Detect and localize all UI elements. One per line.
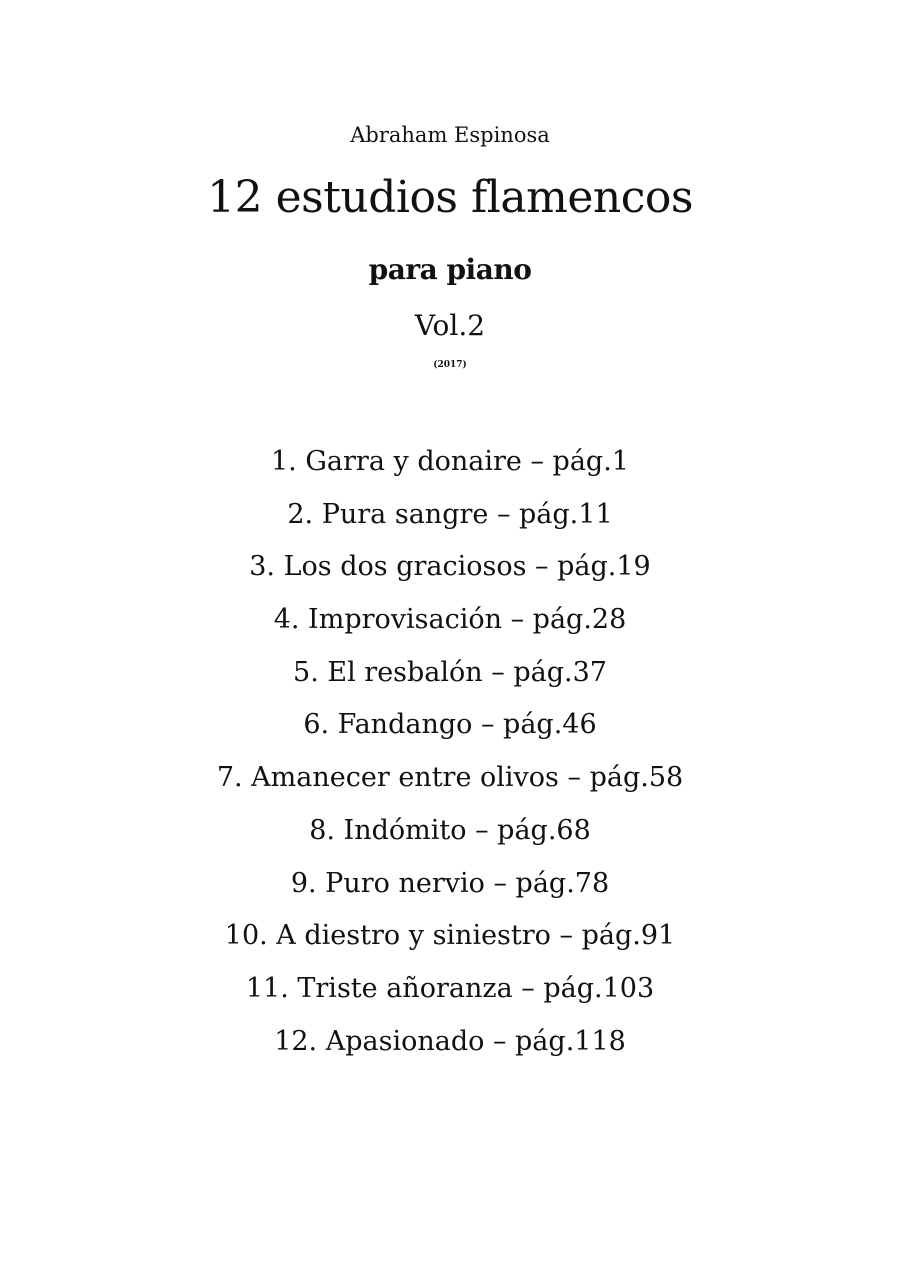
page-title: 12 estudios flamencos	[207, 172, 693, 223]
toc-entry: 10. A diestro y siniestro – pág.91	[224, 920, 676, 952]
toc-entry: 7. Amanecer entre olivos – pág.58	[216, 762, 684, 794]
volume-label: Vol.2	[414, 309, 486, 342]
year-label: (2017)	[433, 360, 467, 370]
toc-entry: 9. Puro nervio – pág.78	[290, 867, 610, 899]
subtitle: para piano	[368, 253, 532, 286]
toc-entry: 5. El resbalón – pág.37	[293, 656, 607, 688]
toc-entry: 1. Garra y donaire – pág.1	[271, 446, 629, 477]
toc-entry: 12. Apasionado – pág.118	[274, 1025, 626, 1057]
toc-entry: 4. Improvisación – pág.28	[273, 604, 627, 636]
author-name: Abraham Espinosa	[350, 123, 550, 147]
toc-entry: 6. Fandango – pág.46	[303, 709, 597, 741]
table-of-contents	[0, 438, 900, 1070]
toc-entry: 2. Pura sangre – pág.11	[287, 498, 613, 530]
toc-entry: 3. Los dos graciosos – pág.19	[249, 551, 651, 583]
toc-entry: 8. Indómito – pág.68	[309, 814, 591, 846]
toc-entry: 11. Triste añoranza – pág.103	[245, 972, 655, 1004]
